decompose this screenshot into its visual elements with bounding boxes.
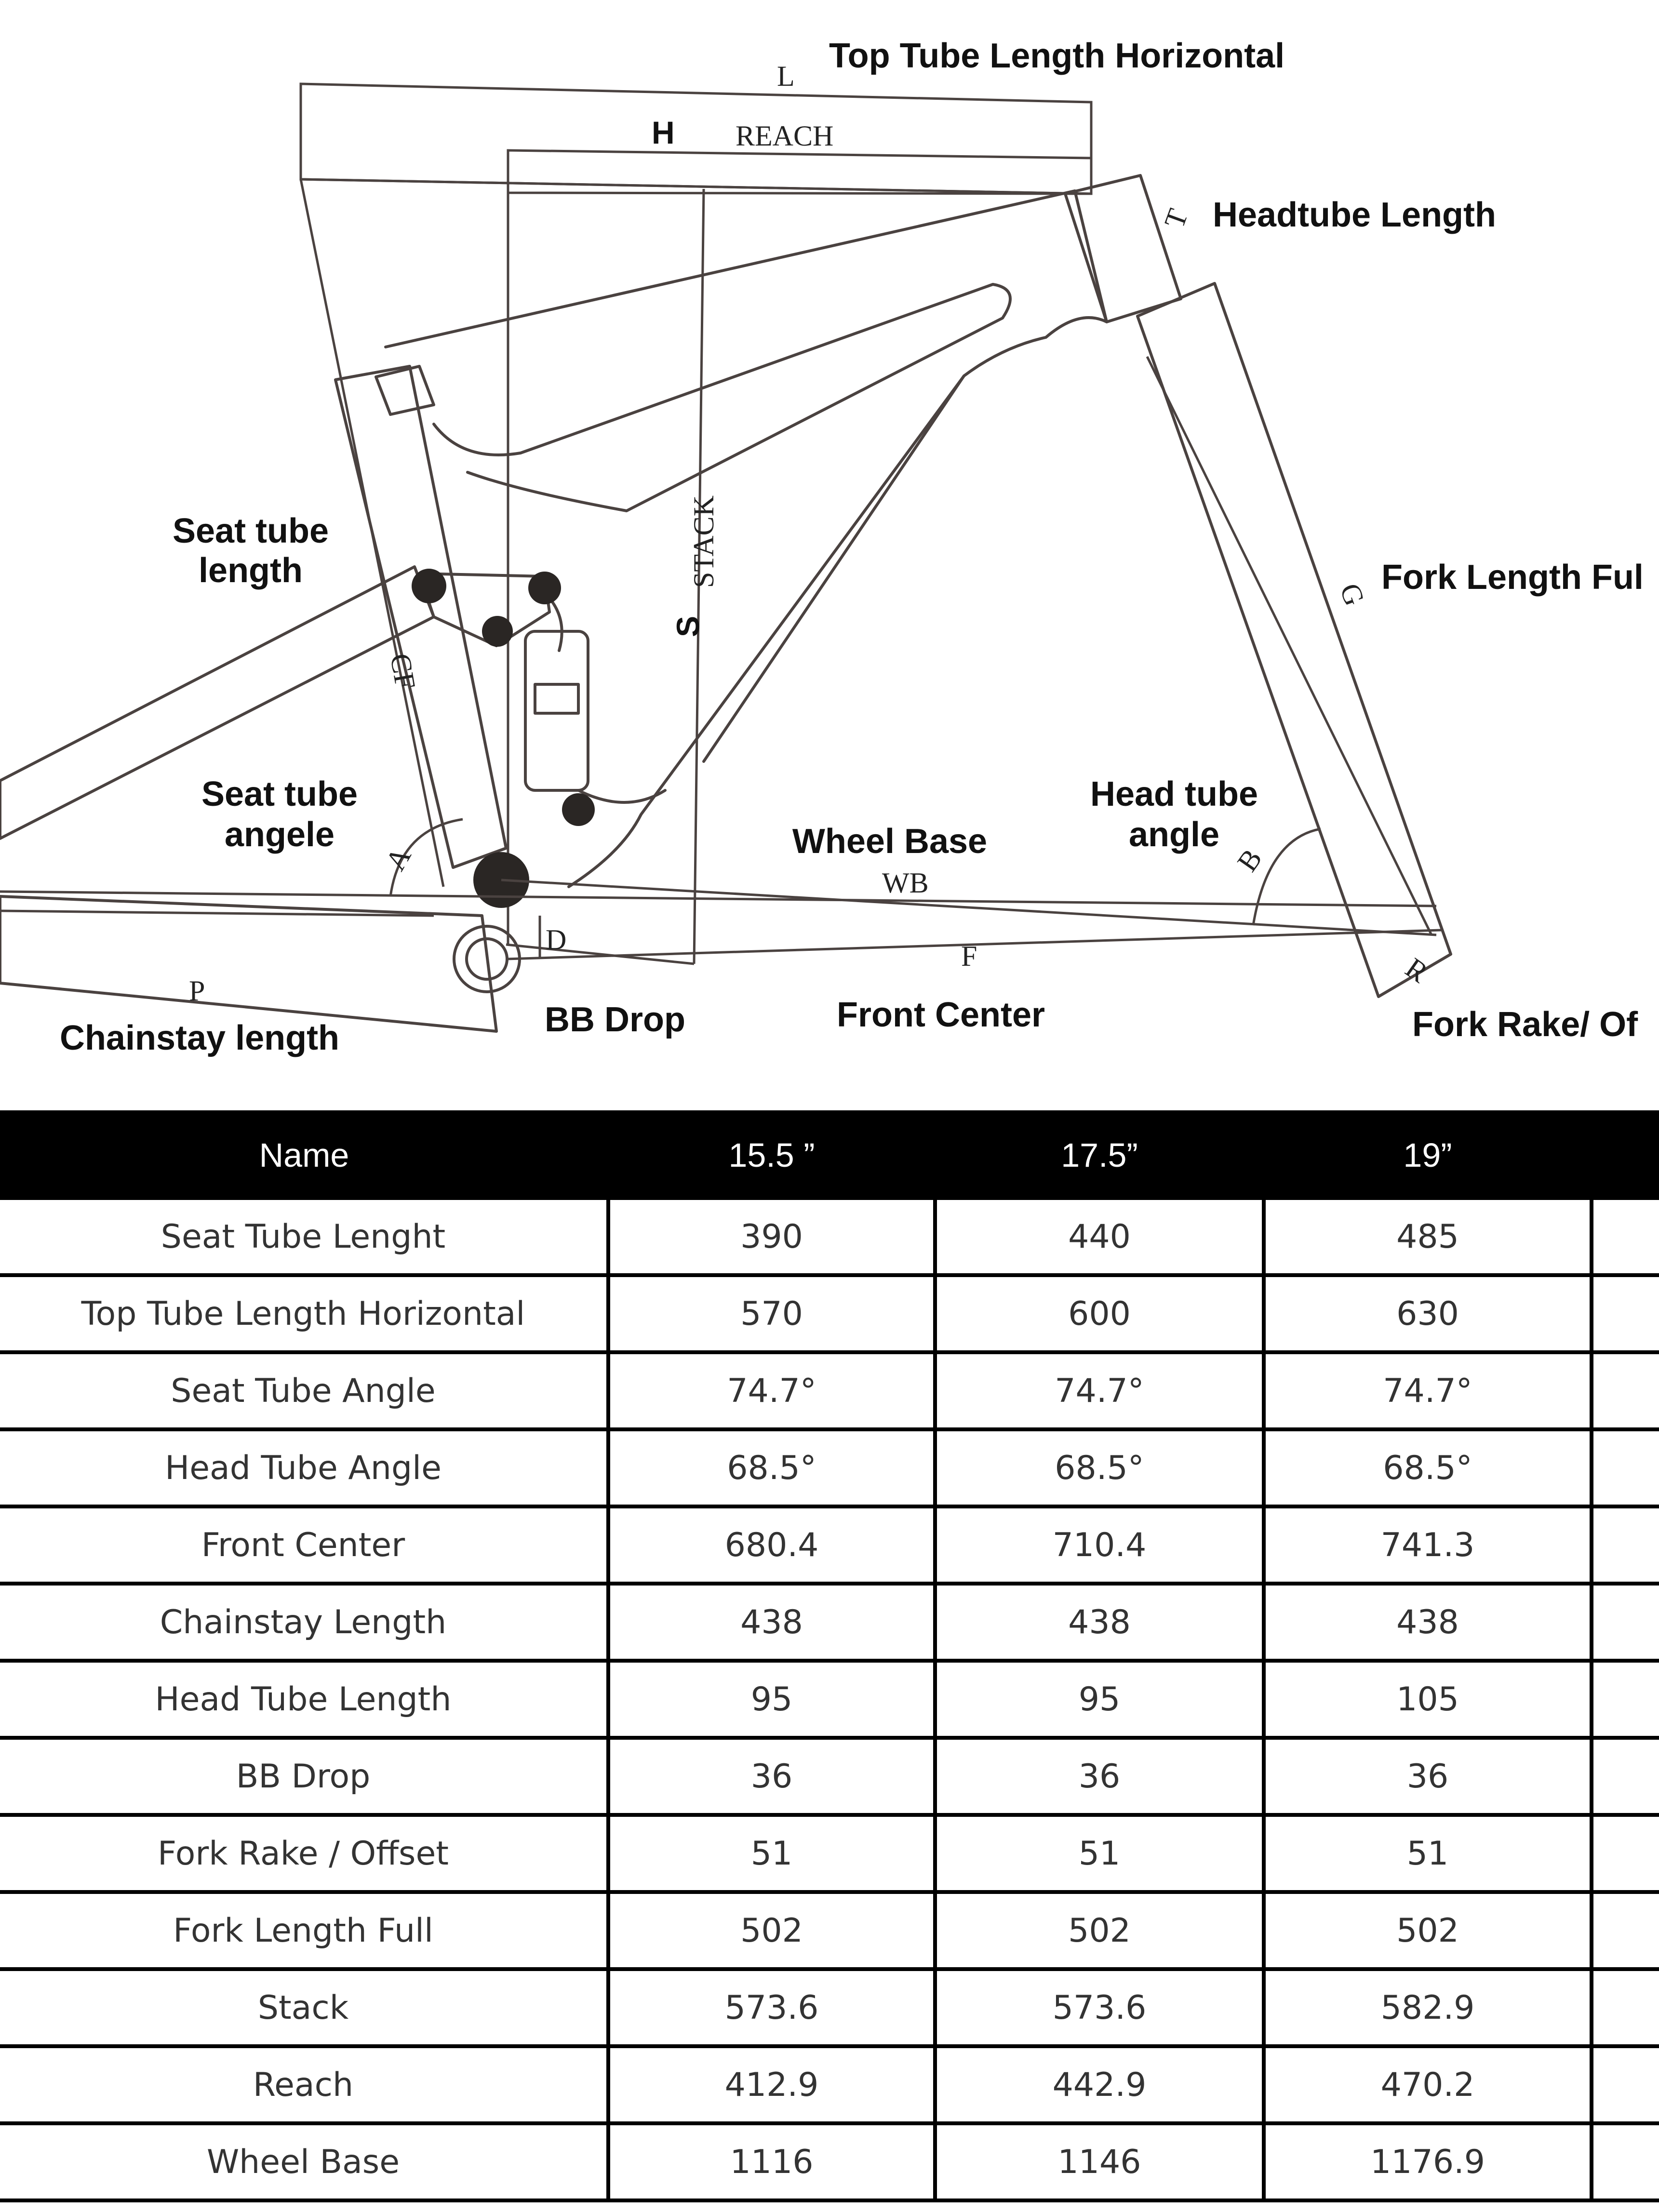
seat-tube-collar	[376, 366, 434, 414]
marker-stack: STACK	[688, 495, 720, 588]
value-19-cell: 630	[1264, 1275, 1592, 1352]
value-17-5-cell: 68.5°	[935, 1429, 1264, 1506]
value-15-5-cell: 412.9	[608, 2046, 935, 2123]
value-17-5-cell: 440	[935, 1200, 1264, 1275]
value-17-5-cell: 600	[935, 1275, 1264, 1352]
value-17-5-cell: 710.4	[935, 1506, 1264, 1584]
value-extra-cell	[1592, 1352, 1659, 1429]
value-19-cell: 51	[1264, 1815, 1592, 1892]
label-seat-tube-angle-2: angele	[224, 815, 335, 854]
value-19-cell: 438	[1264, 1584, 1592, 1661]
row-name-cell: BB Drop	[0, 1738, 608, 1815]
value-extra-cell	[1592, 2123, 1659, 2200]
label-front-center: Front Center	[837, 996, 1045, 1034]
value-extra-cell	[1592, 1969, 1659, 2046]
value-19-cell: 74.7°	[1264, 1352, 1592, 1429]
value-19-cell: 105	[1264, 1661, 1592, 1738]
value-17-5-cell: 1146	[935, 2123, 1264, 2200]
label-seat-tube-length-2: length	[199, 551, 303, 590]
down-tube	[569, 376, 964, 887]
seat-tube	[335, 366, 506, 867]
value-15-5-cell: 68.5°	[608, 1429, 935, 1506]
marker-r: R	[1400, 951, 1434, 989]
marker-wb: WB	[882, 867, 929, 899]
value-15-5-cell: 51	[608, 1815, 935, 1892]
label-wheel-base: Wheel Base	[792, 822, 988, 861]
value-extra-cell	[1592, 1275, 1659, 1352]
value-extra-cell	[1592, 1200, 1659, 1275]
label-bb-drop: BB Drop	[545, 1000, 685, 1039]
fork	[1137, 283, 1451, 997]
table-row	[0, 1429, 1659, 1506]
shock-piston	[535, 684, 578, 713]
table-row	[0, 1969, 1659, 2046]
value-17-5-cell: 36	[935, 1738, 1264, 1815]
label-chainstay: Chainstay length	[59, 1019, 340, 1057]
row-name-cell: Fork Length Full	[0, 1892, 608, 1969]
value-15-5-cell: 36	[608, 1738, 935, 1815]
value-15-5-cell: 680.4	[608, 1506, 935, 1584]
geometry-spec-table	[0, 1110, 1659, 2202]
value-19-cell: 470.2	[1264, 2046, 1592, 2123]
value-extra-cell	[1592, 1506, 1659, 1584]
table-row	[0, 1892, 1659, 1969]
marker-s: S	[670, 615, 706, 637]
table-row	[0, 1506, 1659, 1584]
value-extra-cell	[1592, 1892, 1659, 1969]
value-17-5-cell: 74.7°	[935, 1352, 1264, 1429]
table-row	[0, 2123, 1659, 2200]
header-size-19: 19”	[1264, 1110, 1592, 1200]
table-header-row	[0, 1110, 1659, 1200]
fork-axle-line	[501, 880, 1436, 935]
row-name-cell: Wheel Base	[0, 2123, 608, 2200]
marker-cf: CF	[384, 651, 422, 692]
row-name-cell: Reach	[0, 2046, 608, 2123]
value-17-5-cell: 573.6	[935, 1969, 1264, 2046]
header-size-15-5: 15.5 ”	[608, 1110, 935, 1200]
row-name-cell: Head Tube Angle	[0, 1429, 608, 1506]
label-head-tube-angle-2: angle	[1128, 815, 1220, 854]
value-15-5-cell: 438	[608, 1584, 935, 1661]
value-17-5-cell: 502	[935, 1892, 1264, 1969]
table-row	[0, 1661, 1659, 1738]
top-tube-length-line	[301, 179, 1091, 194]
header-name: Name	[0, 1110, 608, 1200]
label-fork-length: Fork Length Ful	[1381, 558, 1644, 597]
value-17-5-cell: 438	[935, 1584, 1264, 1661]
value-19-cell: 502	[1264, 1892, 1592, 1969]
value-19-cell: 68.5°	[1264, 1429, 1592, 1506]
marker-f: F	[961, 940, 977, 972]
value-extra-cell	[1592, 1815, 1659, 1892]
pivot-middle	[482, 616, 513, 647]
value-19-cell: 36	[1264, 1738, 1592, 1815]
value-extra-cell	[1592, 1661, 1659, 1738]
header-size-17-5: 17.5”	[935, 1110, 1264, 1200]
value-15-5-cell: 95	[608, 1661, 935, 1738]
pivot-shock	[562, 793, 595, 826]
row-name-cell: Seat Tube Angle	[0, 1352, 608, 1429]
row-name-cell: Chainstay Length	[0, 1584, 608, 1661]
table-row	[0, 2046, 1659, 2123]
label-top-tube: Top Tube Length Horizontal	[829, 37, 1285, 75]
marker-h: H	[652, 115, 675, 150]
value-extra-cell	[1592, 1738, 1659, 1815]
pivot-upper-left	[412, 569, 446, 603]
value-extra-cell	[1592, 1584, 1659, 1661]
row-name-cell: Front Center	[0, 1506, 608, 1584]
label-head-tube-angle-1: Head tube	[1090, 775, 1258, 813]
top-tube-inner	[434, 284, 1010, 511]
marker-t: T	[1158, 204, 1194, 232]
value-19-cell: 741.3	[1264, 1506, 1592, 1584]
value-extra-cell	[1592, 1429, 1659, 1506]
marker-g: G	[1334, 579, 1371, 610]
value-17-5-cell: 442.9	[935, 2046, 1264, 2123]
table-row	[0, 1815, 1659, 1892]
value-17-5-cell: 95	[935, 1661, 1264, 1738]
row-name-cell: Stack	[0, 1969, 608, 2046]
value-17-5-cell: 51	[935, 1815, 1264, 1892]
top-tube-length-box	[301, 84, 1091, 194]
label-headtube: Headtube Length	[1213, 196, 1496, 234]
value-15-5-cell: 502	[608, 1892, 935, 1969]
value-extra-cell	[1592, 2046, 1659, 2123]
shock-mount	[545, 593, 665, 802]
head-tube-angle-arc	[1253, 829, 1321, 925]
table-row	[0, 1275, 1659, 1352]
value-19-cell: 485	[1264, 1200, 1592, 1275]
table-row	[0, 1352, 1659, 1429]
marker-a: A	[379, 841, 417, 876]
label-seat-tube-angle-1: Seat tube	[201, 775, 358, 813]
head-tube	[1065, 175, 1181, 322]
marker-b: B	[1231, 843, 1269, 878]
marker-d: D	[546, 924, 567, 956]
value-19-cell: 582.9	[1264, 1969, 1592, 2046]
row-name-cell: Head Tube Length	[0, 1661, 608, 1738]
value-15-5-cell: 573.6	[608, 1969, 935, 2046]
label-seat-tube-length-1: Seat tube	[172, 512, 329, 550]
table-row	[0, 1200, 1659, 1275]
marker-l: L	[777, 60, 795, 92]
marker-reach: REACH	[736, 120, 834, 152]
marker-p: P	[189, 975, 205, 1007]
top-tube	[386, 191, 1107, 761]
pivot-upper-right	[528, 572, 561, 604]
row-name-cell: Top Tube Length Horizontal	[0, 1275, 608, 1352]
value-15-5-cell: 1116	[608, 2123, 935, 2200]
table-body	[0, 1200, 1659, 2200]
value-15-5-cell: 74.7°	[608, 1352, 935, 1429]
label-fork-rake: Fork Rake/ Of	[1412, 1005, 1638, 1044]
table-row	[0, 1584, 1659, 1661]
value-19-cell: 1176.9	[1264, 2123, 1592, 2200]
table-row	[0, 1738, 1659, 1815]
value-15-5-cell: 390	[608, 1200, 935, 1275]
row-name-cell: Fork Rake / Offset	[0, 1815, 608, 1892]
value-15-5-cell: 570	[608, 1275, 935, 1352]
row-name-cell: Seat Tube Lenght	[0, 1200, 608, 1275]
header-size-extra	[1592, 1110, 1659, 1200]
